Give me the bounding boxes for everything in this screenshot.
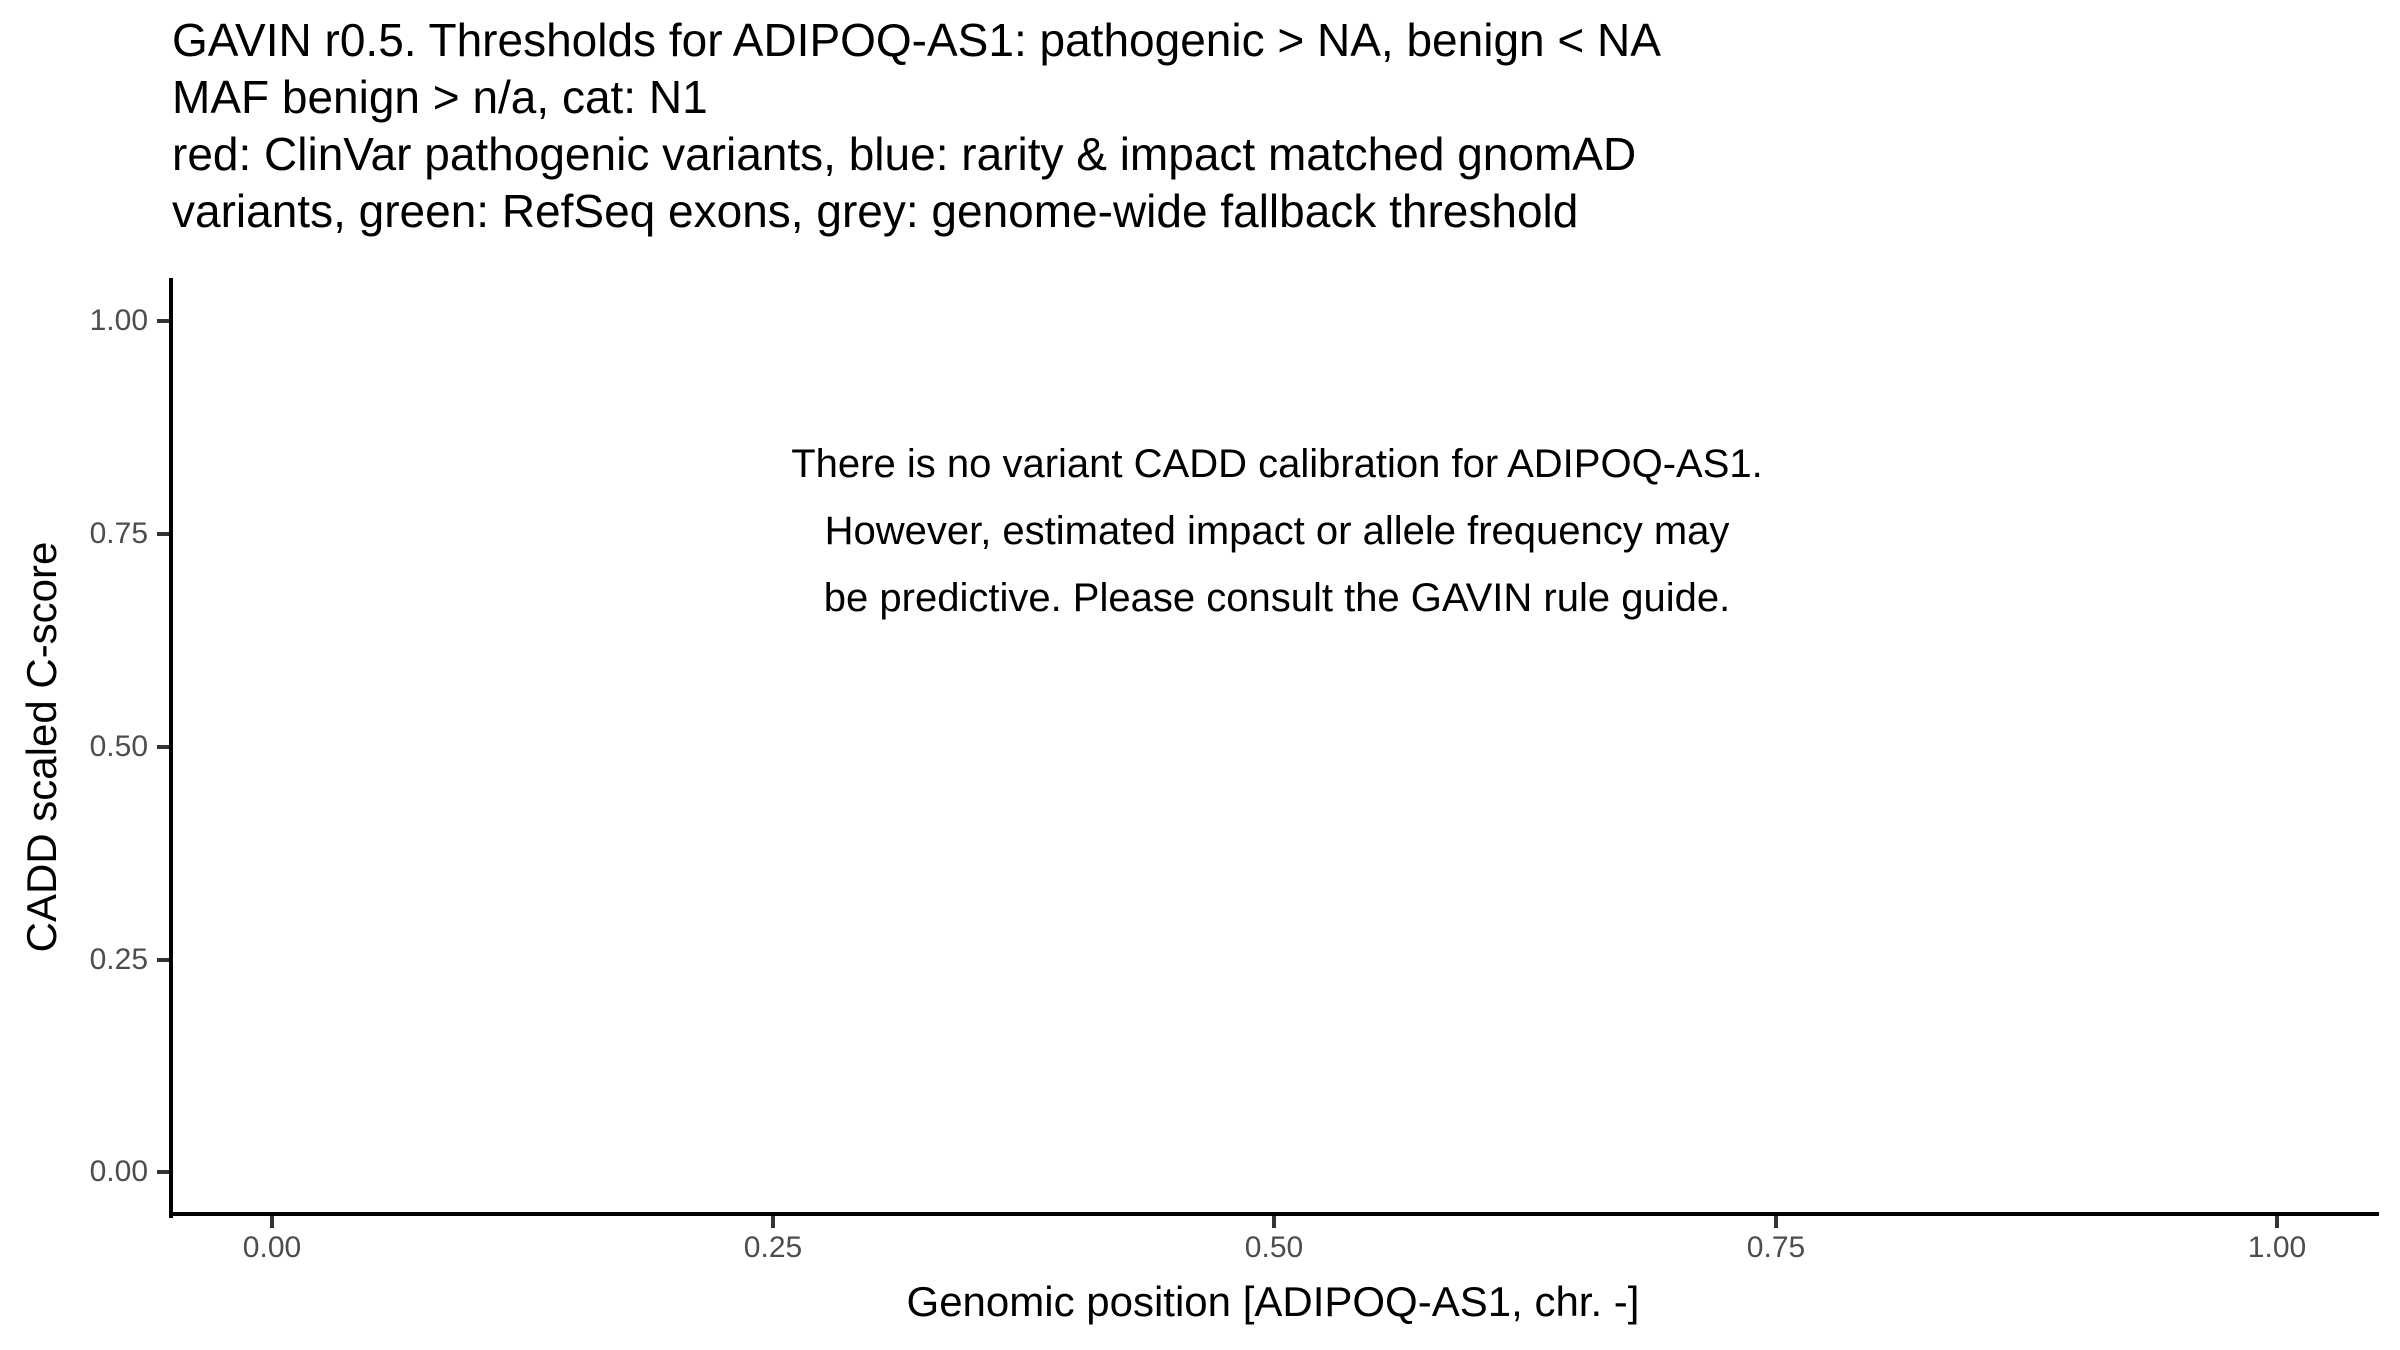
y-tick-label: 1.00 [89,304,148,337]
x-tick-mark [771,1216,775,1228]
y-tick-label: 0.50 [89,730,148,763]
y-tick-mark [157,319,169,323]
y-tick-mark [157,958,169,962]
y-tick-mark [157,1170,169,1174]
plot-annotation-line-2: However, estimated impact or allele frequency may [824,509,1730,553]
x-tick-label: 0.00 [242,1231,302,1264]
x-tick-mark [270,1216,274,1228]
plot-annotation-line-3: be predictive. Please consult the GAVIN rule guide. [823,576,1731,620]
y-tick-label: 0.25 [89,943,148,976]
plot-annotation-line-1: There is no variant CADD calibration for ADIPOQ-AS1. [791,442,1763,486]
x-tick-mark [1272,1216,1276,1228]
y-tick-mark [157,745,169,749]
plot-annotation [477,431,2077,632]
x-tick-label: 1.00 [2247,1231,2307,1264]
plot-title-line-1: GAVIN r0.5. Thresholds for ADIPOQ-AS1: pathogenic > NA, benign < NA [172,14,1661,66]
plot-title-line-3: red: ClinVar pathogenic variants, blue: rarity & impact matched gnomAD [172,128,1637,180]
y-tick-label: 0.75 [89,517,148,550]
x-tick-label: 0.75 [1746,1231,1806,1264]
x-tick-label: 0.50 [1244,1231,1304,1264]
x-tick-label: 0.25 [743,1231,803,1264]
plot-title-line-2: MAF benign > n/a, cat: N1 [172,71,708,123]
x-axis-title: Genomic position [ADIPOQ-AS1, chr. -] [906,1278,1640,1325]
x-tick-mark [1774,1216,1778,1228]
plot-title [172,12,1661,240]
y-axis-title: CADD scaled C-score [18,541,65,953]
plot-title-line-4: variants, green: RefSeq exons, grey: genome-wide fallback threshold [172,185,1579,237]
y-tick-mark [157,532,169,536]
y-axis-line [169,278,173,1218]
x-tick-mark [2275,1216,2279,1228]
y-tick-label: 0.00 [89,1155,148,1188]
